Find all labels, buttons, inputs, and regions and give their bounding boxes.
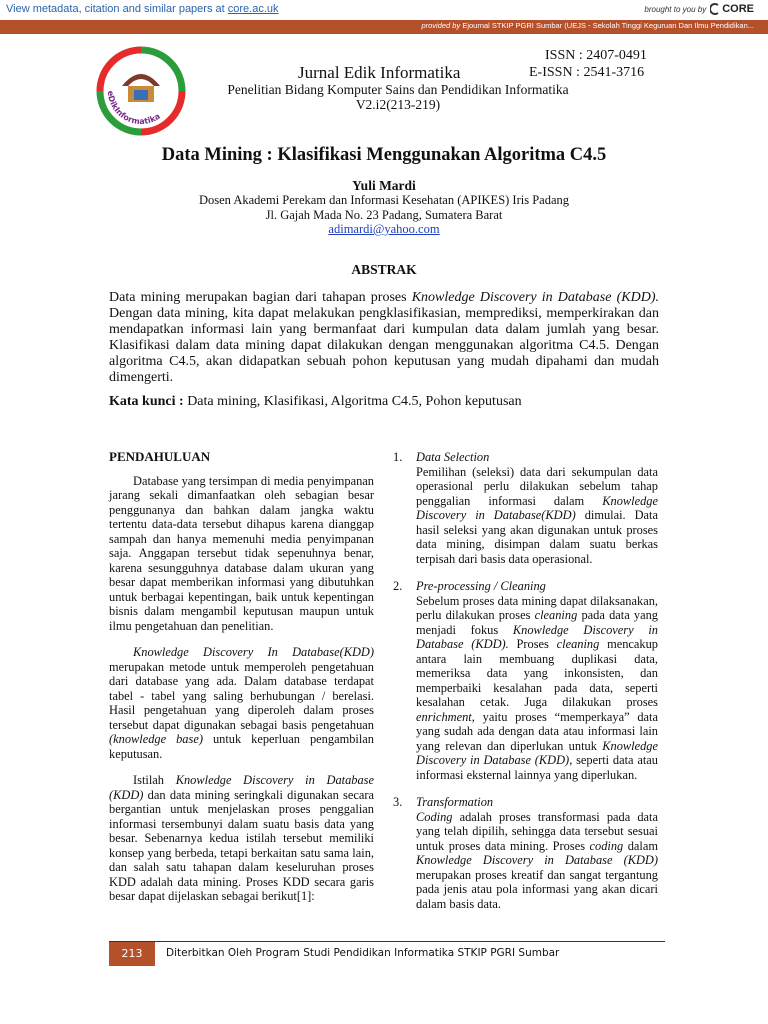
step-title-preprocessing: Pre-processing / Cleaning xyxy=(416,579,546,593)
keywords xyxy=(109,394,522,410)
abstract-text-1: Data mining merupakan bagian dari tahapan proses xyxy=(109,290,412,305)
intro-paragraph-1: Database yang tersimpan di media penyimpanan jarang sekali dimanfaatkan oleh sebagian besar penggunanya dan bahkan dalam jangka waktu tertentu data-data tersebut dihapus karena dianggap sampah dan hanya memenuhi media penyimpanan saja. Anggapan tersebut tidak sepenuhnya benar, karena sesungguhnya database dalam ukuran yang besar dapat memberikan informasi yang dibutuhkan untuk berbagai kepentingan, baik untuk kepentingan bisnis dalam mengambil keputusan maupun untuk ilmu pengetahuan dan penelitian. xyxy=(109,473,374,633)
provided-by-text[interactable] xyxy=(421,21,754,30)
core-logo-icon xyxy=(710,3,720,15)
core-logo xyxy=(710,3,754,15)
intro-p3-start: Istilah xyxy=(133,773,176,787)
issn: ISSN : 2407-0491 xyxy=(545,48,647,63)
step-italic: cleaning xyxy=(556,637,600,651)
list-item xyxy=(393,795,658,911)
step-text: mencakup antara lain membuang duplikasi data, memeriksa data yang inkonsisten, dan memperbaiki kesalahan pada data, seperti kesalahan cetak. Juga dilakukan proses xyxy=(416,637,658,709)
author-affiliation: Dosen Akademi Perekam dan Informasi Kesehatan (APIKES) Iris Padang xyxy=(198,193,570,207)
core-link[interactable]: core.ac.uk xyxy=(227,3,279,15)
provided-source: Ejournal STKIP PGRI Sumbar (UEJS - Sekolah Tinggi Keguruan Dan Ilmu Pendidikan... xyxy=(462,21,754,30)
logo-lettering: eDikInformatika xyxy=(105,90,162,127)
step-italic: Coding xyxy=(416,809,453,824)
abstract-kdd: Knowledge Discovery in Database (KDD). xyxy=(411,290,659,305)
core-logo-text: CORE xyxy=(722,3,754,15)
core-brought-text: brought to you by xyxy=(644,4,707,14)
core-prefix: View metadata, citation and similar papers at xyxy=(6,3,228,15)
step-body xyxy=(416,594,658,783)
left-column xyxy=(109,450,374,916)
page-number: 213 xyxy=(109,942,155,966)
step-italic: Knowledge Discovery in Database (KDD) xyxy=(416,738,658,767)
step-text: , seperti data atau informasi eksternal lainnya yang diperlukan. xyxy=(416,753,658,782)
author-address: Jl. Gajah Mada No. 23 Padang, Sumatera Barat xyxy=(265,208,503,222)
abstract-text-2: Dengan data mining, kita dapat melakukan pengklasifikasian, memprediksi, memperkirakan dan mendapatkan informasi lain yang bermanfaat dari kumpulan data dalam jumlah yang besar. Klasifikasi dalam data mining dapat dilakukan dengan menggunakan algoritma C4.5. Dengan algoritma C4.5, akan didapatkan sebuah pohon keputusan yang mudah dipahami dan mudah dimengerti. xyxy=(109,306,659,385)
step-text: Pemilihan (seleksi) data dari sekumpulan data operasional perlu dilakukan sebelum tahap penggalian informasi dalam xyxy=(416,464,658,508)
list-number: 3. xyxy=(393,795,403,809)
list-item xyxy=(393,450,658,566)
step-italic: cleaning xyxy=(534,608,578,622)
core-metadata-text xyxy=(6,3,279,15)
eissn: E-ISSN : 2541-3716 xyxy=(529,65,645,80)
step-text: Sebelum proses data mining dapat dilaksanakan, perlu dilakukan proses xyxy=(416,593,658,622)
step-italic: coding xyxy=(589,838,624,853)
journal-title: Jurnal Edik Informatika xyxy=(298,63,461,82)
step-italic: Knowledge Discovery in Database(KDD) xyxy=(416,493,658,522)
step-text: dimulai. Data hasil seleksi yang akan digunakan untuk proses data mining, disimpan dalam suatu berkas terpisah dari basis data operasional. xyxy=(416,508,658,566)
step-text: Proses xyxy=(508,637,557,651)
intro-paragraph-2 xyxy=(109,645,374,761)
footer-divider xyxy=(109,941,665,942)
step-title-data-selection: Data Selection xyxy=(416,450,490,464)
step-title-transformation: Transformation xyxy=(416,795,494,809)
step-italic: enrichment xyxy=(416,709,472,724)
intro-knowledge-base: (knowledge base) xyxy=(109,732,203,746)
intro-p2-end: untuk keperluan pengambilan keputusan. xyxy=(109,732,374,761)
step-body xyxy=(416,810,658,912)
list-number: 2. xyxy=(393,579,403,593)
section-heading-pendahuluan: PENDAHULUAN xyxy=(109,449,211,464)
step-body xyxy=(416,465,658,567)
step-text: pada data yang menjadi fokus xyxy=(416,608,658,637)
step-text: dalam xyxy=(623,838,658,853)
step-text: adalah proses transformasi pada data yang telah dipilih, sehingga data tersebut sesuai untuk proses data mining. Proses xyxy=(416,809,658,853)
step-italic: Knowledge Discovery in Database (KDD). xyxy=(416,622,658,651)
journal-volume: V2.i2(213-219) xyxy=(355,97,441,112)
abstract-heading: ABSTRAK xyxy=(351,262,417,277)
journal-subtitle: Penelitian Bidang Komputer Sains dan Pendidikan Informatika xyxy=(227,82,569,97)
intro-p3-kdd: Knowledge Discovery in Database (KDD) xyxy=(109,773,374,802)
keywords-list: Data mining, Klasifikasi, Algoritma C4.5, Pohon keputusan xyxy=(183,394,522,409)
abstract-body xyxy=(109,290,659,386)
core-brought-by[interactable] xyxy=(644,3,754,15)
paper-title: Data Mining : Klasifikasi Menggunakan Algoritma C4.5 xyxy=(161,145,607,165)
intro-paragraph-3 xyxy=(109,773,374,904)
intro-kdd-term: Knowledge Discovery In Database(KDD) xyxy=(133,645,374,659)
list-number: 1. xyxy=(393,450,403,464)
step-italic: Knowledge Discovery in Database (KDD) xyxy=(416,853,658,867)
right-column xyxy=(393,450,658,924)
provided-prefix: provided by xyxy=(421,21,461,30)
footer-publisher: Diterbitkan Oleh Program Studi Pendidikan Informatika STKIP PGRI Sumbar xyxy=(166,947,560,959)
author-email xyxy=(0,222,768,237)
intro-p3-text: dan data mining seringkali digunakan secara bergantian untuk menjelaskan proses penggalian informasi tersembunyi dalam suatu basis data yang besar. Sebenarnya kedua istilah tersebut memiliki konsep yang berbeda, tetapi berkaitan satu sama lain, dan salah satu tahapan dalam keseluruhan proses KDD adalah data mining. Proses KDD secara garis besar dapat dijelaskan sebagai berikut[1]: xyxy=(109,787,374,903)
list-item xyxy=(393,579,658,782)
email-link[interactable]: adimardi@yahoo.com xyxy=(328,222,440,236)
keywords-label: Kata kunci : xyxy=(109,394,184,409)
author-name: Yuli Mardi xyxy=(352,178,416,193)
step-text: , yaitu proses “memperkaya” data yang sudah ada dengan data atau informasi lain yang relevan dan diperlukan untuk xyxy=(416,709,658,753)
step-text: merupakan proses kreatif dan sangat tergantung pada jenis atau pola informasi yang akan dicari dalam basis data. xyxy=(416,867,658,911)
intro-p2-text: merupakan metode untuk memperoleh pengetahuan dari database yang ada. Dalam database terdapat tabel - tabel yang saling berhubungan / berelasi. Hasil pengetahuan yang diperoleh dalam proses tersebut dapat digunakan sebagai basis pengetahuan xyxy=(109,659,374,732)
